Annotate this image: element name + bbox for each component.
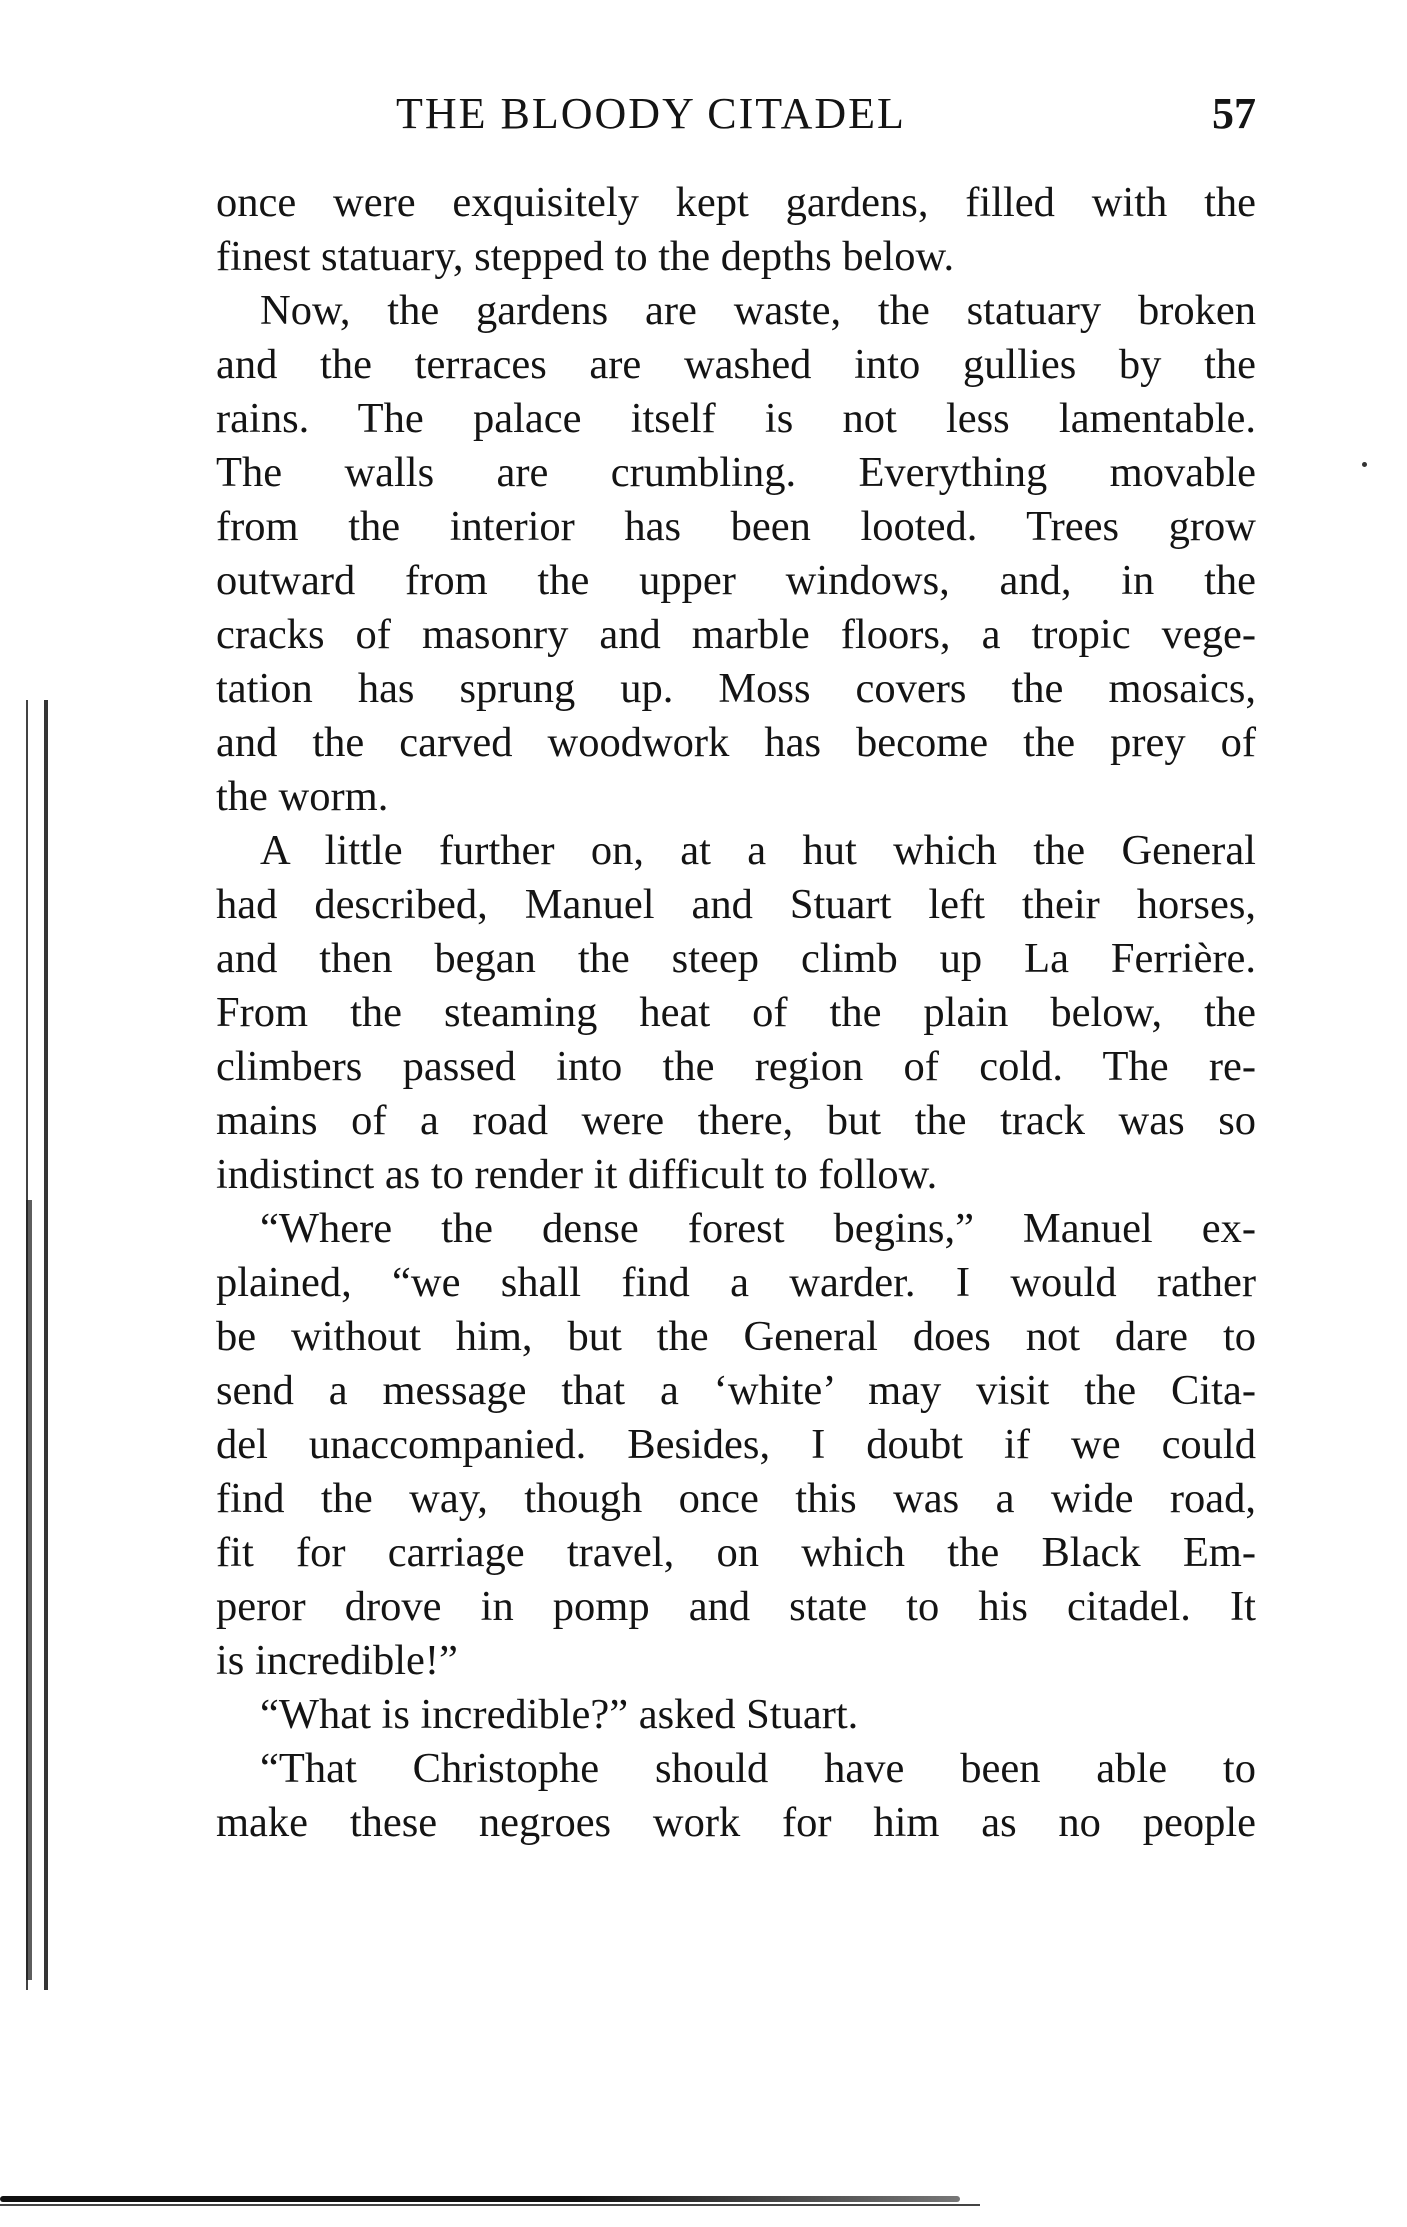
text-line: peror drove in pomp and state to his citadel. It [216,1583,1256,1630]
scan-speck [1362,462,1367,467]
text-line: indistinct as to render it difficult to follow. [216,1151,938,1198]
text-line: outward from the upper windows, and, in the [216,557,1256,604]
running-head [396,88,1256,148]
text-line: mains of a road were there, but the track was so [216,1097,1256,1144]
text-line: finest statuary, stepped to the depths below. [216,233,955,280]
text-line: from the interior has been looted. Trees grow [216,503,1256,550]
text-line: climbers passed into the region of cold. The re- [216,1043,1256,1090]
text-line: find the way, though once this was a wide road, [216,1475,1256,1522]
text-line: A little further on, at a hut which the General [260,827,1256,874]
binding-shadow [14,700,54,1990]
text-line: tation has sprung up. Moss covers the mosaics, [216,665,1256,712]
text-line: and the terraces are washed into gullies by the [216,341,1256,388]
text-line: cracks of masonry and marble floors, a tropic vege- [216,611,1256,658]
text-line: plained, “we shall find a warder. I would rather [216,1259,1256,1306]
page-number: 57 [1212,89,1256,138]
text-line: “What is incredible?” asked Stuart. [260,1691,859,1738]
text-line: Now, the gardens are waste, the statuary broken [260,287,1256,334]
text-line: and then began the steep climb up La Ferrière. [216,935,1256,982]
text-line: and the carved woodwork has become the prey of [216,719,1256,766]
text-line: the worm. [216,773,389,820]
binding-shadow [26,1200,32,1980]
running-title: THE BLOODY CITADEL [396,89,906,138]
page-edge-line [0,2204,980,2206]
text-line: be without him, but the General does not dare to [216,1313,1256,1360]
text-line: From the steaming heat of the plain below, the [216,989,1256,1036]
text-line: “Where the dense forest begins,” Manuel ex- [260,1205,1256,1252]
text-line: “That Christophe should have been able to [260,1745,1256,1792]
text-line: make these negroes work for him as no people [216,1799,1256,1846]
text-line: once were exquisitely kept gardens, filled with the [216,179,1256,226]
text-line: rains. The palace itself is not less lamentable. [216,395,1256,442]
text-line: del unaccompanied. Besides, I doubt if we could [216,1421,1256,1468]
text-line: fit for carriage travel, on which the Black Em- [216,1529,1256,1576]
page-edge-shadow [0,2196,960,2202]
text-line: send a message that a ‘white’ may visit the Cita- [216,1367,1256,1414]
text-line: is incredible!” [216,1637,458,1684]
text-line: The walls are crumbling. Everything movable [216,449,1256,496]
text-line: had described, Manuel and Stuart left their horses, [216,881,1256,928]
